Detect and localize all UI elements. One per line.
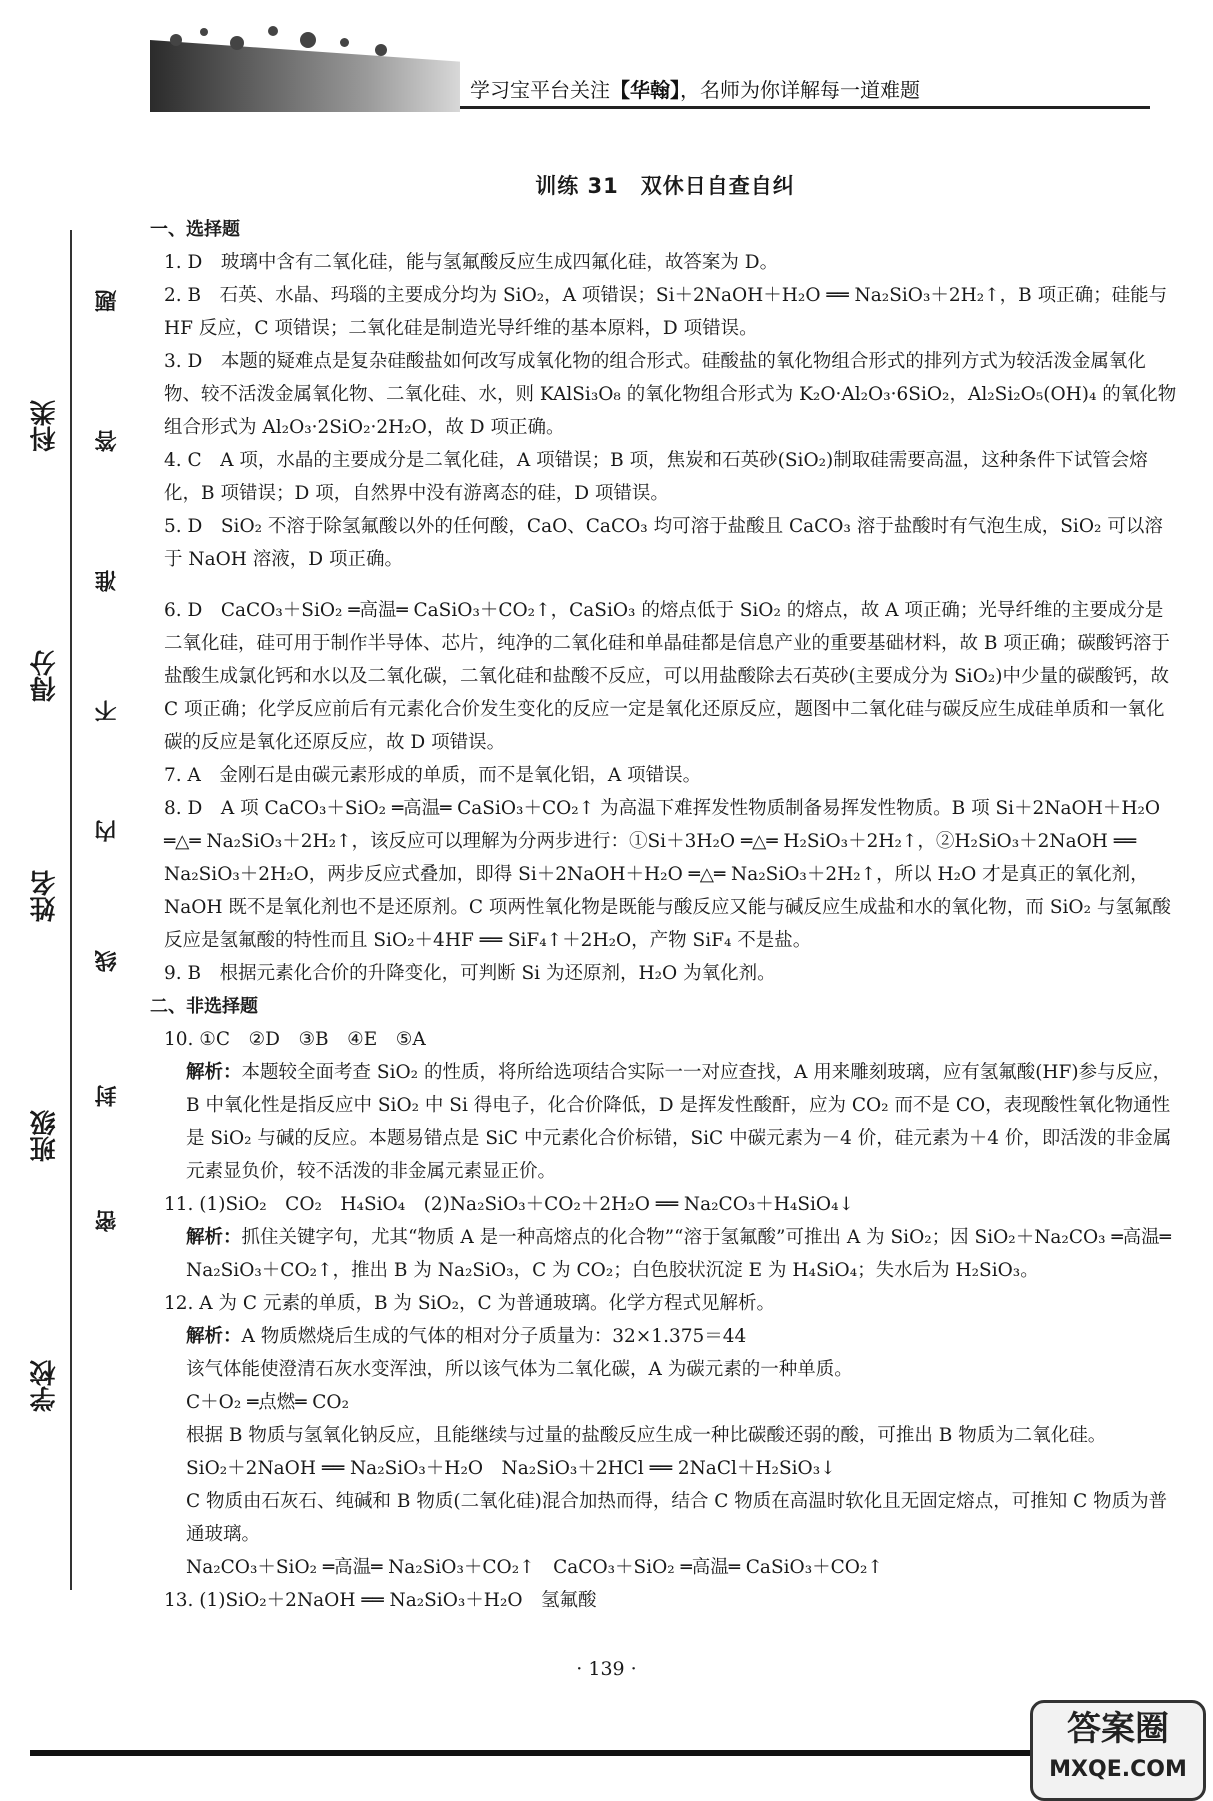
chemical-equation: SiO₂＋2NaOH ══ Na₂SiO₃＋H₂O Na₂SiO₃＋2HCl ══ 2NaCl＋H₂SiO₃↓ (186, 1458, 836, 1479)
margin-label-score: 得分 (30, 650, 60, 702)
banner-decoration (150, 40, 460, 112)
answer-item: 13. (1)SiO₂＋2NaOH ══ Na₂SiO₃＋H₂O 氢氟酸 (164, 1590, 597, 1611)
seal-char: 线 (95, 950, 120, 972)
answer-item: 8. D A 项 CaCO₃＋SiO₂ ═高温═ CaSiO₃＋CO₂↑ 为高温下难挥发性物质制备易挥发性物质。B 项 Si＋2NaOH＋H₂O ═△═ Na₂SiO₃＋2H₂↑，该反应可以理解为分两步进行：①Si＋3H₂O ═△═ H₂SiO₃＋2H₂↑，②H₂SiO₃＋2NaOH ══ Na₂SiO₃＋2H₂O，两步反应式叠加，即得 Si＋2NaOH＋H₂O ═△═ Na₂SiO₃＋2H₂↑，所以 H₂O 才是真正的氧化剂，NaOH 既不是氧化剂也不是还原剂。C 项两性氧化物是既能与酸反应又能与碱反应生成盐和水的氧化物，而 SiO₂ 与氢氟酸反应是氢氟酸的特性而且 SiO₂＋4HF ══ SiF₄↑＋2H₂O，产物 SiF₄ 不是盐。 (164, 798, 1171, 951)
answer-item: 9. B 根据元素化合价的升降变化，可判断 Si 为还原剂，H₂O 为氧化剂。 (164, 963, 776, 984)
margin-label-name: 姓名 (30, 870, 60, 922)
header-banner (150, 40, 1150, 112)
analysis-paragraph: 根据 B 物质与氢氧化钠反应，且能继续与过量的盐酸反应生成一种比碳酸还弱的酸，可推出 B 物质为二氧化硅。 (186, 1425, 1107, 1446)
margin-label-class: 班级 (30, 1110, 60, 1162)
seal-line (70, 230, 72, 1590)
analysis-paragraph: 解析：本题较全面考查 SiO₂ 的性质，将所给选项结合实际一一对应查找，A 用来雕刻玻璃，应有氢氟酸(HF)参与反应，B 中氧化性是指反应中 SiO₂ 中 Si 得电子，化合价降低，D 是挥发性酸酐，应为 CO₂ 而不是 CO，表现酸性氧化物通性是 SiO₂ 与碱的反应。本题易错点是 SiC 中元素化合价标错，SiC 中碳元素为－4 价，硅元素为＋4 价，即活泼的非金属元素显负价，较不活泼的非金属元素显正价。 (186, 1062, 1172, 1182)
seal-margin (0, 230, 130, 1590)
answer-item: 12. A 为 C 元素的单质，B 为 SiO₂，C 为普通玻璃。化学方程式见解析。 (164, 1293, 776, 1314)
seal-char: 准 (95, 570, 120, 592)
header-text: 学习宝平台关注【华翰】，名师为你详解每一道难题 (470, 78, 920, 102)
answer-content (150, 170, 1180, 1617)
answer-item: 3. D 本题的疑难点是复杂硅酸盐如何改写成氧化物的组合形式。硅酸盐的氧化物组合形式的排列方式为较活泼金属氧化物、较不活泼金属氧化物、二氧化硅、水，则 KAlSi₃O₈ 的氧化物组合形式为 K₂O·Al₂O₃·6SiO₂，Al₂Si₂O₅(OH)₄ 的氧化物组合形式为 Al₂O₃·2SiO₂·2H₂O，故 D 项正确。 (164, 351, 1177, 438)
seal-char: 内 (95, 820, 120, 842)
analysis-paragraph: 解析：抓住关键字句，尤其“物质 A 是一种高熔点的化合物”“溶于氢氟酸”可推出 A 为 SiO₂；因 SiO₂＋Na₂CO₃ ═高温═ Na₂SiO₃＋CO₂↑，推出 B 为 Na₂SiO₃，C 为 CO₂；白色胶状沉淀 E 为 H₄SiO₄；失水后为 H₂SiO₃。 (186, 1227, 1171, 1281)
watermark-logo (1030, 1700, 1206, 1801)
seal-char: 封 (95, 1085, 120, 1107)
watermark-url: MXQE.COM (1049, 1757, 1187, 1782)
seal-char: 题 (95, 290, 120, 312)
analysis-paragraph: 该气体能使澄清石灰水变浑浊，所以该气体为二氧化碳，A 为碳元素的一种单质。 (186, 1359, 853, 1380)
answer-item: 10. ①C ②D ③B ④E ⑤A (164, 1029, 426, 1050)
answer-item: 6. D CaCO₃＋SiO₂ ═高温═ CaSiO₃＋CO₂↑，CaSiO₃ 的熔点低于 SiO₂ 的熔点，故 A 项正确；光导纤维的主要成分是二氧化硅，硅可用于制作半导体、芯片，纯净的二氧化硅和单晶硅都是信息产业的重要基础材料，故 B 项正确；碳酸钙溶于盐酸生成氯化钙和水以及二氧化碳，二氧化硅和盐酸不反应，可以用盐酸除去石英砂(主要成分为 SiO₂)中少量的碳酸钙，故 C 项正确；化学反应前后有元素化合价发生变化的反应一定是氧化还原反应，题图中二氧化硅与碳反应生成硅单质和一氧化碳的反应是氧化还原反应，故 D 项错误。 (164, 600, 1170, 753)
header-underline (460, 106, 1150, 109)
page-title: 训练 31 双休日自查自纠 (535, 174, 795, 198)
answer-item: 4. C A 项，水晶的主要成分是二氧化硅，A 项错误；B 项，焦炭和石英砂(SiO₂)制取硅需要高温，这种条件下试管会熔化，B 项错误；D 项，自然界中没有游离态的硅，D 项错误。 (164, 450, 1148, 504)
answer-item: 2. B 石英、水晶、玛瑙的主要成分均为 SiO₂，A 项错误；Si＋2NaOH＋H₂O ══ Na₂SiO₃＋2H₂↑，B 项正确；硅能与 HF 反应，C 项错误；二氧化硅是制造光导纤维的基本原料，D 项错误。 (164, 285, 1168, 339)
analysis-paragraph: 解析：A 物质燃烧后生成的气体的相对分子质量为：32×1.375＝44 (186, 1326, 747, 1347)
answer-item: 1. D 玻璃中含有二氧化硅，能与氢氟酸反应生成四氟化硅，故答案为 D。 (164, 252, 779, 273)
watermark-text: 答案圈 (1067, 1709, 1169, 1749)
footer-rule (30, 1750, 1190, 1756)
analysis-paragraph: C 物质由石灰石、纯碱和 B 物质(二氧化硅)混合加热而得，结合 C 物质在高温时软化且无固定熔点，可推知 C 物质为普通玻璃。 (186, 1491, 1168, 1545)
margin-label-school: 学校 (30, 1360, 60, 1412)
page-number: · 139 · (576, 1658, 637, 1680)
answer-item: 11. (1)SiO₂ CO₂ H₄SiO₄ (2)Na₂SiO₃＋CO₂＋2H₂O ══ Na₂CO₃＋H₄SiO₄↓ (164, 1194, 855, 1215)
section-heading-nonchoice: 二、非选择题 (150, 996, 258, 1017)
answer-item: 7. A 金刚石是由碳元素形成的单质，而不是氧化铝，A 项错误。 (164, 765, 702, 786)
chemical-equation: Na₂CO₃＋SiO₂ ═高温═ Na₂SiO₃＋CO₂↑ CaCO₃＋SiO₂ ═高温═ CaSiO₃＋CO₂↑ (186, 1557, 883, 1578)
chemical-equation: C＋O₂ ═点燃═ CO₂ (186, 1392, 350, 1413)
margin-label-subject: 科类 (30, 400, 60, 452)
seal-char: 不 (95, 700, 120, 722)
seal-char: 密 (95, 1210, 120, 1232)
answer-item: 5. D SiO₂ 不溶于除氢氟酸以外的任何酸，CaO、CaCO₃ 均可溶于盐酸且 CaCO₃ 溶于盐酸时有气泡生成，SiO₂ 可以溶于 NaOH 溶液，D 项正确。 (164, 516, 1163, 570)
section-heading-choice: 一、选择题 (150, 219, 240, 240)
seal-char: 答 (95, 430, 120, 452)
